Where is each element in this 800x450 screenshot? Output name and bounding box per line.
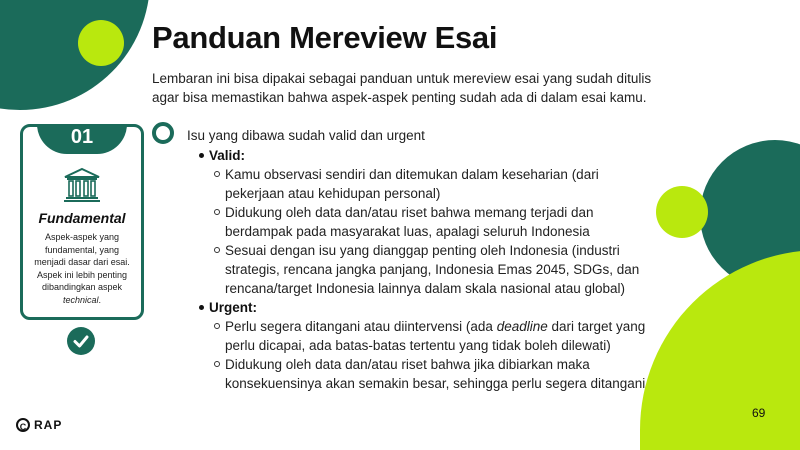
decor-lime-circle-right [656,186,708,238]
card-title: Fundamental [38,210,126,226]
decor-lime-circle-top [78,20,124,66]
page-title: Panduan Mereview Esai [152,20,498,55]
card-number-badge: 01 [37,124,127,154]
decor-lime-quarter-bottom-right [640,250,800,450]
aspect-card [20,124,144,320]
card-description: Aspek-aspek yang fundamental, yang menjadi dasar dari esai. Aspek ini lebih penting dibandingkan aspek technical. [34,232,130,305]
decor-teal-circle-top-left [0,0,150,110]
check-circle-icon [67,327,95,355]
category-valid [187,146,647,165]
category-label: Urgent: [209,300,257,315]
ring-bullet-icon [152,122,174,144]
checklist-heading: Isu yang dibawa sudah valid dan urgent [187,128,425,143]
list-item: Didukung oleh data dan/atau riset bahwa jika dibiarkan maka konsekuensinya akan semakin besar, sehingga perlu segera ditangani [187,355,647,393]
logo-text: RAP [34,418,63,432]
list-item: Didukung oleh data dan/atau riset bahwa memang terjadi dan berdampak pada masyarakat luas, apalagi seluruh Indonesia [187,203,647,241]
list-item: Perlu segera ditangani atau diintervensi (ada deadline dari target yang perlu dicapai, ada batas-batas tertentu yang tidak boleh dilewati) [187,317,647,355]
category-label: Valid: [209,148,246,163]
logo-mark: C [16,418,30,432]
bank-icon [63,167,101,203]
category-urgent [187,298,647,317]
intro-text: Lembaran ini bisa dipakai sebagai panduan untuk mereview esai yang sudah ditulis agar bisa memastikan bahwa aspek-aspek penting sudah ada di dalam esai kamu. [152,71,652,105]
rap-logo [16,418,62,432]
list-item: Sesuai dengan isu yang dianggap penting oleh Indonesia (industri strategis, rencana jangka panjang, Indonesia Emas 2045, SDGs, dan rencana/target Indonesia lainnya dalam skala nasional atau global) [187,241,647,298]
page-number: 69 [752,406,766,420]
list-item: Kamu observasi sendiri dan ditemukan dalam keseharian (dari pekerjaan atau kehidupan personal) [187,165,647,203]
checklist-content [187,126,647,393]
